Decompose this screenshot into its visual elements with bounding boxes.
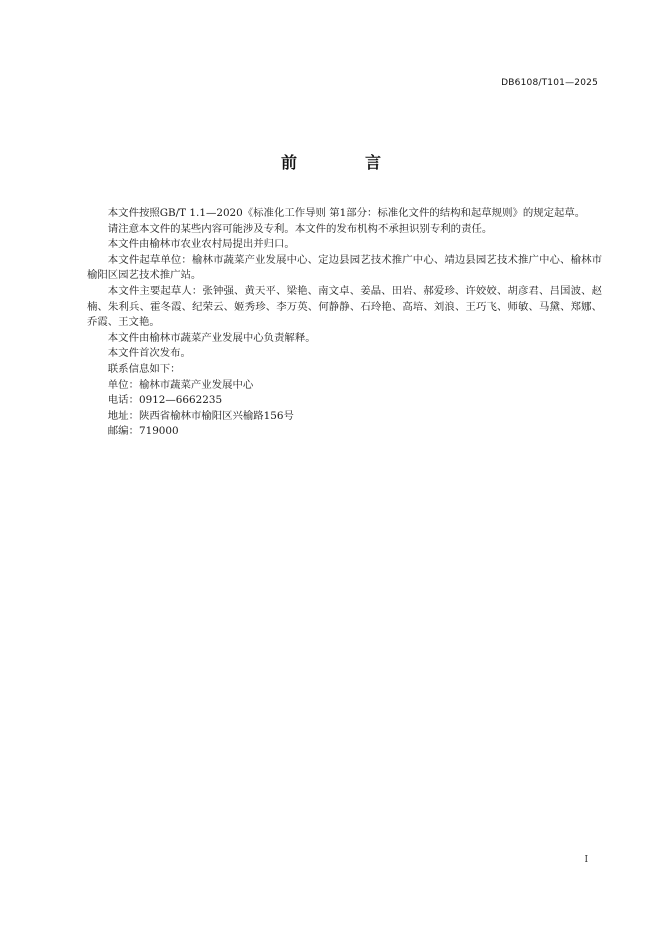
contact-phone: 电话：0912—6662235	[107, 394, 223, 407]
contact-postcode: 邮编：719000	[107, 425, 179, 438]
paragraph-main-drafters: 本文件主要起草人：张钟强、黄天平、梁艳、南文卓、姜晶、田岩、郝爱珍、许姣姣、胡彦君、吕国波、赵楠、朱利兵、霍冬霞、纪荣云、姬秀珍、李万英、何静静、石玲艳、高培、刘浪、王巧飞、师敏、马黛、郑娜、乔霞、王文艳。	[87, 284, 602, 329]
page-number: I	[584, 855, 588, 865]
paragraph-first-release: 本文件首次发布。	[107, 347, 191, 360]
contact-unit: 单位：榆林市蔬菜产业发展中心	[107, 378, 254, 391]
document-code: DB6108/T101—2025	[501, 78, 598, 88]
page-title: 前 言	[280, 153, 407, 172]
paragraph-proposer: 本文件由榆林市农业农村局提出并归口。	[107, 238, 295, 251]
contact-address: 地址：陕西省榆林市榆阳区兴榆路156号	[107, 409, 294, 422]
paragraph-contact-intro: 联系信息如下：	[107, 362, 181, 375]
paragraph-drafting-rules: 本文件按照GB/T 1.1—2020《标准化工作导则 第1部分：标准化文件的结构和起草规则》的规定起草。	[107, 207, 586, 219]
preface-body	[87, 206, 602, 440]
paragraph-patent-notice: 请注意本文件的某些内容可能涉及专利。本文件的发布机构不承担识别专利的责任。	[107, 222, 493, 235]
paragraph-drafting-units: 本文件起草单位：榆林市蔬菜产业发展中心、定边县园艺技术推广中心、靖边县园艺技术推广中心、榆林市榆阳区园艺技术推广站。	[87, 253, 602, 282]
paragraph-interpretation: 本文件由榆林市蔬菜产业发展中心负责解释。	[107, 331, 316, 344]
